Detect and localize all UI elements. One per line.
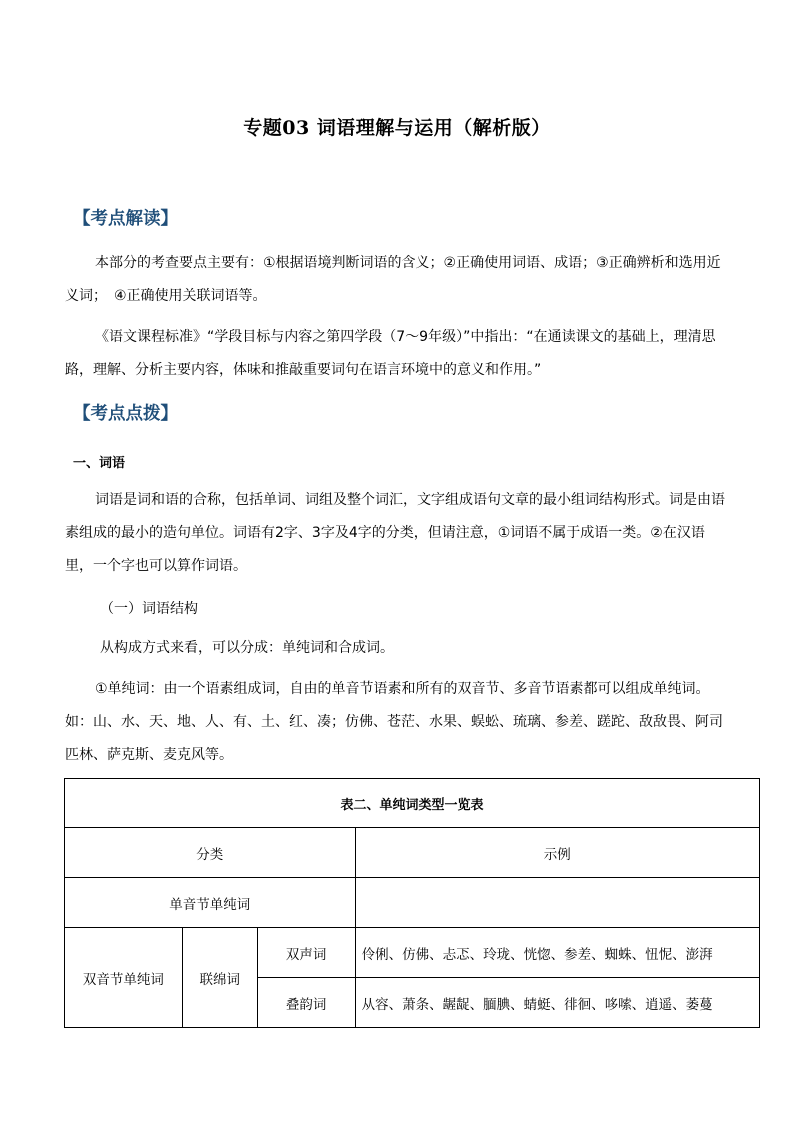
table-cell-shuangsheng: 双声词 [257,928,355,978]
simple-word-types-table [64,778,760,1028]
table-cell-disyllabic: 双音节单纯词 [65,928,183,1028]
subheading-words: 一、词语 [73,456,126,471]
table-cell-dieyun: 叠韵词 [257,978,355,1028]
simple-word-paragraph: ①单纯词：由一个语素组成词，自由的单音节语素和所有的双音节、多音节语素都可以组成单纯词。如：山、水、天、地、人、有、土、红、凑；仿佛、苍茫、水果、蜈蚣、琉璃、参差、蹉跎、敌敌畏、阿司匹林、萨克斯、麦克风等。 [65,681,723,763]
table-cell-monosyllabic: 单音节单纯词 [65,878,356,928]
table-header-category: 分类 [65,828,356,878]
table-cell-shuangsheng-example: 伶俐、仿佛、忐忑、玲珑、恍惚、参差、蜘蛛、忸怩、澎湃 [355,928,759,978]
analysis-paragraph-1: 本部分的考查要点主要有：①根据语境判断词语的含义；②正确使用词语、成语；③正确辨析和选用近义词； ④正确使用关联词语等。 [65,255,721,304]
structure-paragraph: 从构成方式来看，可以分成：单纯词和合成词。 [100,640,394,656]
table-cell-dieyun-example: 从容、萧条、龌龊、腼腆、蜻蜓、徘徊、哆嗦、逍遥、萎蔓 [355,978,759,1028]
section-heading-analysis: 【考点解读】 [73,209,178,229]
analysis-paragraph-2: 《语文课程标准》“学段目标与内容之第四学段（7～9年级）”中指出：“在通读课文的基础上，理清思路，理解、分析主要内容，体味和推敲重要词句在语言环境中的意义和作用。” [65,329,716,378]
table-caption: 表二、单纯词类型一览表 [65,779,760,828]
table-cell-monosyllabic-example [355,878,759,928]
words-paragraph: 词语是词和语的合称，包括单词、词组及整个词汇，文字组成语句文章的最小组词结构形式。词是由语素组成的最小的造句单位。词语有2字、3字及4字的分类，但请注意，①词语不属于成语一类。②在汉语里，一个字也可以算作词语。 [65,492,725,574]
section-heading-tips: 【考点点拨】 [73,404,178,424]
page-title: 专题03 词语理解与运用（解析版） [243,117,551,139]
table-header-example: 示例 [355,828,759,878]
subheading-word-structure: （一）词语结构 [100,601,198,617]
table-cell-lianmian: 联绵词 [182,928,257,1028]
